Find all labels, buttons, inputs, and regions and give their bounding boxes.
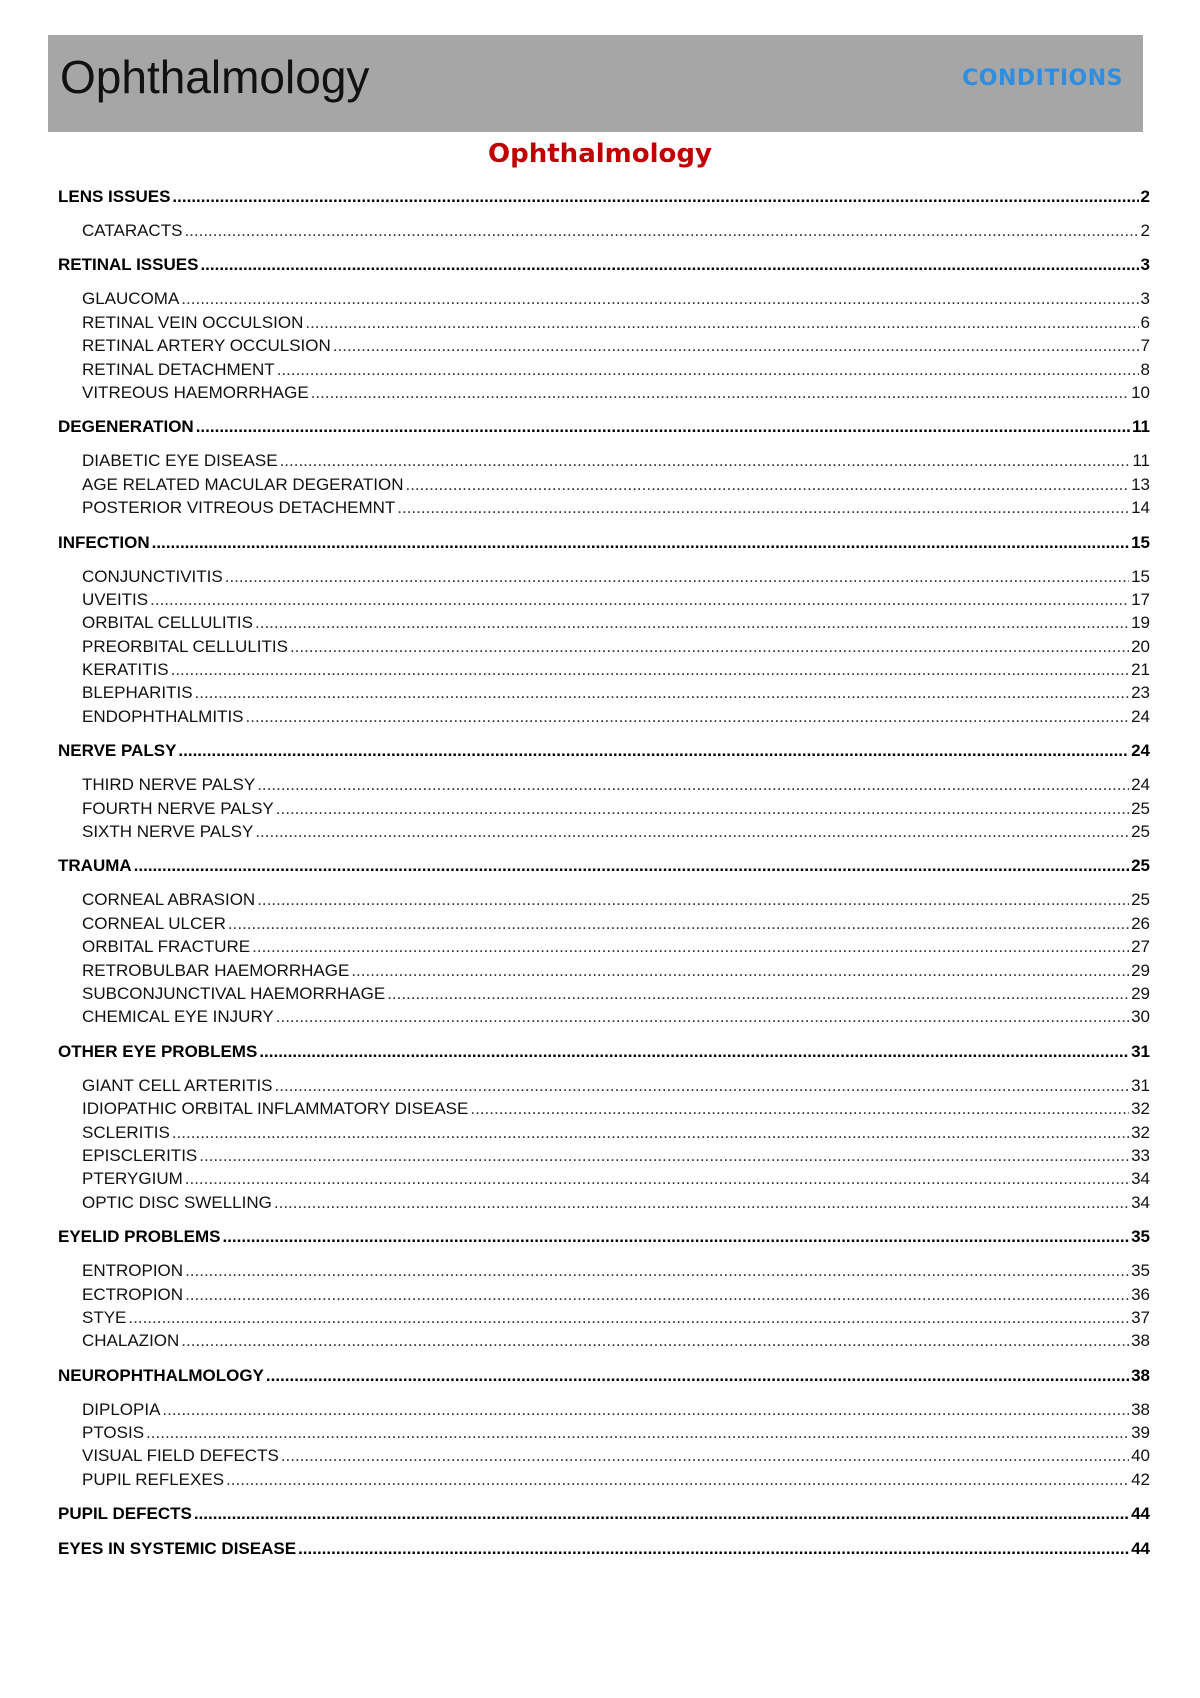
- toc-subsection-entry-title: BLEPHARITIS: [82, 683, 193, 703]
- toc-subsection-entry-page-number: 34: [1131, 1192, 1150, 1212]
- toc-subsection-entry-title: CONJUNCTIVITIS: [82, 566, 223, 586]
- toc-subsection-entry-title: CORNEAL ULCER: [82, 913, 226, 933]
- toc-subsection-entry-page-number: 37: [1131, 1307, 1150, 1327]
- toc-subsection-entry[interactable]: [58, 1468, 1150, 1491]
- toc-subsection-entry-title: PREORBITAL CELLULITIS: [82, 636, 288, 656]
- dot-leader: [225, 565, 1129, 588]
- toc-subsection-entry[interactable]: [58, 705, 1150, 728]
- toc-section-entry[interactable]: [58, 253, 1150, 277]
- toc-subsection-entry-page-number: 21: [1131, 660, 1150, 680]
- toc-subsection-entry-title: SIXTH NERVE PALSY: [82, 822, 254, 842]
- toc-subsection-entry-page-number: 30: [1131, 1007, 1150, 1027]
- toc-subsection-entry-title: PUPIL REFLEXES: [82, 1469, 225, 1489]
- toc-subsection-entry[interactable]: [58, 287, 1150, 310]
- toc-section-entry-page-number: 15: [1131, 532, 1150, 552]
- toc-subsection-list: [58, 1259, 1150, 1353]
- dot-leader: [194, 1502, 1129, 1526]
- toc-subsection-entry-page-number: 35: [1131, 1261, 1150, 1281]
- toc-section-entry[interactable]: [58, 415, 1150, 439]
- dot-leader: [134, 854, 1129, 878]
- toc-section-entry-page-number: 38: [1131, 1365, 1150, 1385]
- dot-leader: [387, 982, 1129, 1005]
- toc-subsection-entry-title: VISUAL FIELD DEFECTS: [82, 1446, 279, 1466]
- toc-section-entry-title: EYES IN SYSTEMIC DISEASE: [58, 1539, 297, 1559]
- table-of-contents: [58, 185, 1150, 1561]
- toc-section-entry-title: NEUROPHTHALMOLOGY: [58, 1365, 264, 1385]
- toc-subsection-entry[interactable]: [58, 658, 1150, 681]
- toc-subsection-entry[interactable]: [58, 565, 1150, 588]
- toc-subsection-entry-page-number: 2: [1140, 221, 1150, 240]
- toc-subsection-entry-title: ORBITAL CELLULITIS: [82, 613, 253, 633]
- toc-subsection-entry-title: CHEMICAL EYE INJURY: [82, 1007, 274, 1027]
- toc-subsection-entry-title: PTOSIS: [82, 1423, 145, 1443]
- dot-leader: [255, 820, 1129, 843]
- toc-subsection-entry[interactable]: [58, 449, 1150, 472]
- toc-subsection-entry-page-number: 25: [1131, 798, 1150, 818]
- dot-leader: [128, 1306, 1129, 1329]
- toc-subsection-entry-page-number: 33: [1131, 1145, 1150, 1165]
- toc-subsection-entry-page-number: 40: [1131, 1446, 1150, 1466]
- toc-subsection-entry-title: FOURTH NERVE PALSY: [82, 798, 274, 818]
- toc-subsection-entry-title: SCLERITIS: [82, 1122, 170, 1142]
- toc-section-entry-title: LENS ISSUES: [58, 187, 171, 206]
- toc-subsection-entry-title: THIRD NERVE PALSY: [82, 775, 256, 795]
- toc-subsection-list: [58, 287, 1150, 404]
- toc-section-entry[interactable]: [58, 739, 1150, 763]
- toc-subsection-entry[interactable]: [58, 635, 1150, 658]
- toc-subsection-entry-page-number: 7: [1140, 336, 1150, 356]
- toc-subsection-entry[interactable]: [58, 473, 1150, 496]
- toc-subsection-entry[interactable]: [58, 982, 1150, 1005]
- toc-subsection-list: [58, 1074, 1150, 1214]
- toc-subsection-entry[interactable]: [58, 773, 1150, 796]
- toc-subsection-entry-title: RETROBULBAR HAEMORRHAGE: [82, 960, 350, 980]
- toc-subsection-entry-page-number: 6: [1140, 312, 1150, 332]
- toc-subsection-entry[interactable]: [58, 935, 1150, 958]
- toc-subsection-entry[interactable]: [58, 1259, 1150, 1282]
- toc-subsection-entry-title: DIABETIC EYE DISEASE: [82, 451, 278, 471]
- toc-subsection-entry-title: STYE: [82, 1307, 127, 1327]
- dot-leader: [351, 959, 1129, 982]
- toc-section-entry-title: OTHER EYE PROBLEMS: [58, 1041, 258, 1061]
- toc-subsection-entry-title: EPISCLERITIS: [82, 1145, 198, 1165]
- toc-subsection-entry[interactable]: [58, 959, 1150, 982]
- toc-subsection-entry[interactable]: [58, 219, 1150, 242]
- toc-section-entry[interactable]: [58, 854, 1150, 878]
- toc-subsection-entry-title: GLAUCOMA: [82, 289, 180, 309]
- toc-section-entry-title: RETINAL ISSUES: [58, 255, 199, 275]
- toc-subsection-entry-title: SUBCONJUNCTIVAL HAEMORRHAGE: [82, 983, 386, 1003]
- dot-leader: [290, 635, 1129, 658]
- toc-subsection-list: [58, 565, 1150, 729]
- dot-leader: [150, 588, 1129, 611]
- toc-section-entry-page-number: 3: [1140, 255, 1150, 275]
- dot-leader: [226, 1468, 1129, 1491]
- category-label: CONDITIONS: [962, 66, 1123, 91]
- toc-subsection-entry-page-number: 25: [1131, 890, 1150, 910]
- toc-subsection-entry-page-number: 31: [1131, 1075, 1150, 1095]
- toc-subsection-entry-page-number: 32: [1131, 1099, 1150, 1119]
- toc-subsection-entry[interactable]: [58, 1005, 1150, 1028]
- toc-subsection-entry-page-number: 15: [1131, 566, 1150, 586]
- dot-leader: [252, 935, 1129, 958]
- dot-leader: [277, 358, 1139, 381]
- toc-subsection-entry-title: CATARACTS: [82, 221, 183, 240]
- toc-subsection-entry[interactable]: [58, 334, 1150, 357]
- toc-section-entry[interactable]: [58, 531, 1150, 555]
- dot-leader: [184, 219, 1138, 242]
- dot-leader: [257, 773, 1129, 796]
- toc-subsection-entry[interactable]: [58, 611, 1150, 634]
- dot-leader: [172, 1121, 1129, 1144]
- dot-leader: [172, 185, 1138, 209]
- toc-subsection-entry-title: ECTROPION: [82, 1284, 184, 1304]
- toc-subsection-entry[interactable]: [58, 681, 1150, 704]
- dot-leader: [276, 797, 1129, 820]
- toc-subsection-entry-page-number: 29: [1131, 960, 1150, 980]
- toc-subsection-entry[interactable]: [58, 1144, 1150, 1167]
- toc-subsection-entry-title: PTERYGIUM: [82, 1169, 183, 1189]
- dot-leader: [195, 681, 1130, 704]
- toc-subsection-entry-page-number: 32: [1131, 1122, 1150, 1142]
- dot-leader: [185, 1283, 1129, 1306]
- toc-section-entry-page-number: 2: [1140, 187, 1150, 206]
- toc-subsection-entry-title: RETINAL DETACHMENT: [82, 359, 275, 379]
- toc-section-entry[interactable]: [58, 1225, 1150, 1249]
- toc-subsection-entry[interactable]: [58, 912, 1150, 935]
- toc-section-entry[interactable]: [58, 1502, 1150, 1526]
- dot-leader: [257, 888, 1129, 911]
- toc-subsection-entry-page-number: 24: [1131, 775, 1150, 795]
- toc-subsection-entry-title: KERATITIS: [82, 660, 169, 680]
- toc-subsection-list: [58, 773, 1150, 843]
- toc-subsection-entry-title: UVEITIS: [82, 589, 149, 609]
- dot-leader: [311, 381, 1129, 404]
- toc-subsection-entry-title: OPTIC DISC SWELLING: [82, 1192, 272, 1212]
- dot-leader: [228, 912, 1129, 935]
- toc-subsection-entry[interactable]: [58, 1283, 1150, 1306]
- toc-section-entry-page-number: 11: [1132, 417, 1150, 437]
- toc-subsection-entry-title: RETINAL VEIN OCCULSION: [82, 312, 304, 332]
- dot-leader: [162, 1398, 1129, 1421]
- toc-subsection-entry-title: RETINAL ARTERY OCCULSION: [82, 336, 331, 356]
- toc-subsection-entry[interactable]: [58, 888, 1150, 911]
- dot-leader: [305, 311, 1138, 334]
- toc-subsection-entry[interactable]: [58, 496, 1150, 519]
- toc-subsection-list: [58, 1398, 1150, 1492]
- toc-subsection-entry[interactable]: [58, 1121, 1150, 1144]
- toc-subsection-entry-title: DIPLOPIA: [82, 1399, 161, 1419]
- toc-section-entry[interactable]: [58, 1537, 1150, 1561]
- toc-subsection-entry-page-number: 38: [1131, 1399, 1150, 1419]
- toc-section-entry-page-number: 44: [1131, 1539, 1150, 1559]
- toc-subsection-entry[interactable]: [58, 1191, 1150, 1214]
- toc-subsection-entry-page-number: 8: [1140, 359, 1150, 379]
- toc-subsection-entry-title: VITREOUS HAEMORRHAGE: [82, 382, 309, 402]
- toc-subsection-entry-page-number: 25: [1131, 822, 1150, 842]
- dot-leader: [405, 473, 1129, 496]
- toc-subsection-entry-title: POSTERIOR VITREOUS DETACHEMNT: [82, 498, 396, 518]
- toc-subsection-entry-title: GIANT CELL ARTERITIS: [82, 1075, 273, 1095]
- toc-subsection-entry-page-number: 38: [1131, 1331, 1150, 1351]
- dot-leader: [196, 415, 1130, 439]
- toc-subsection-entry-page-number: 23: [1131, 683, 1150, 703]
- dot-leader: [281, 1444, 1129, 1467]
- toc-subsection-entry-title: AGE RELATED MACULAR DEGERATION: [82, 474, 404, 494]
- toc-subsection-entry-page-number: 26: [1131, 913, 1150, 933]
- toc-subsection-entry-page-number: 42: [1131, 1469, 1150, 1489]
- toc-section-entry-title: INFECTION: [58, 532, 150, 552]
- toc-subsection-list: [58, 888, 1150, 1028]
- toc-subsection-entry[interactable]: [58, 1074, 1150, 1097]
- toc-subsection-entry-page-number: 10: [1131, 382, 1150, 402]
- dot-leader: [276, 1005, 1129, 1028]
- dot-leader: [280, 449, 1131, 472]
- toc-subsection-entry[interactable]: [58, 1398, 1150, 1421]
- dot-leader: [275, 1074, 1130, 1097]
- toc-subsection-entry[interactable]: [58, 381, 1150, 404]
- dot-leader: [178, 739, 1129, 763]
- toc-subsection-entry[interactable]: [58, 588, 1150, 611]
- toc-subsection-entry-title: ENDOPHTHALMITIS: [82, 706, 244, 726]
- dot-leader: [200, 253, 1138, 277]
- toc-subsection-list: [58, 219, 1150, 242]
- toc-subsection-entry-page-number: 3: [1140, 289, 1150, 309]
- dot-leader: [152, 531, 1129, 555]
- toc-subsection-entry-page-number: 27: [1131, 937, 1150, 957]
- toc-subsection-entry[interactable]: [58, 358, 1150, 381]
- toc-section-entry-page-number: 31: [1131, 1041, 1150, 1061]
- dot-leader: [255, 611, 1129, 634]
- document-title: Ophthalmology: [60, 51, 370, 103]
- dot-leader: [470, 1097, 1129, 1120]
- toc-section-entry-title: DEGENERATION: [58, 417, 194, 437]
- dot-leader: [397, 496, 1129, 519]
- dot-leader: [259, 1040, 1129, 1064]
- toc-subsection-entry-page-number: 20: [1131, 636, 1150, 656]
- toc-section-entry-title: EYELID PROBLEMS: [58, 1227, 221, 1247]
- dot-leader: [181, 1329, 1129, 1352]
- toc-subsection-entry[interactable]: [58, 1329, 1150, 1352]
- dot-leader: [146, 1421, 1129, 1444]
- toc-section-entry-page-number: 35: [1131, 1227, 1150, 1247]
- toc-subsection-entry-title: ENTROPION: [82, 1261, 184, 1281]
- toc-subsection-entry-page-number: 14: [1131, 498, 1150, 518]
- dot-leader: [181, 287, 1138, 310]
- toc-subsection-entry-title: CORNEAL ABRASION: [82, 890, 256, 910]
- toc-section-entry[interactable]: [58, 185, 1150, 209]
- toc-section-entry-page-number: 24: [1131, 741, 1150, 761]
- dot-leader: [298, 1537, 1129, 1561]
- toc-section-entry-title: PUPIL DEFECTS: [58, 1504, 192, 1524]
- toc-subsection-entry-page-number: 19: [1131, 613, 1150, 633]
- toc-subsection-entry-title: ORBITAL FRACTURE: [82, 937, 251, 957]
- toc-subsection-entry[interactable]: [58, 1444, 1150, 1467]
- toc-subsection-entry-page-number: 24: [1131, 706, 1150, 726]
- dot-leader: [171, 658, 1129, 681]
- dot-leader: [333, 334, 1139, 357]
- toc-subsection-entry[interactable]: [58, 797, 1150, 820]
- toc-subsection-entry-title: IDIOPATHIC ORBITAL INFLAMMATORY DISEASE: [82, 1099, 469, 1119]
- toc-subsection-entry-page-number: 29: [1131, 983, 1150, 1003]
- dot-leader: [199, 1144, 1129, 1167]
- toc-section-entry-page-number: 25: [1131, 856, 1150, 876]
- dot-leader: [266, 1364, 1129, 1388]
- dot-leader: [185, 1259, 1129, 1282]
- dot-leader: [185, 1167, 1129, 1190]
- toc-subsection-entry-page-number: 17: [1131, 589, 1150, 609]
- toc-subsection-entry[interactable]: [58, 820, 1150, 843]
- toc-subsection-entry[interactable]: [58, 311, 1150, 334]
- toc-subsection-entry-page-number: 39: [1131, 1423, 1150, 1443]
- toc-subsection-entry[interactable]: [58, 1306, 1150, 1329]
- toc-subsection-entry[interactable]: [58, 1097, 1150, 1120]
- toc-section-entry-title: TRAUMA: [58, 856, 132, 876]
- toc-subsection-entry-page-number: 11: [1132, 451, 1150, 471]
- toc-section-entry-page-number: 44: [1131, 1504, 1150, 1524]
- toc-subsection-entry[interactable]: [58, 1421, 1150, 1444]
- dot-leader: [222, 1225, 1129, 1249]
- toc-subsection-entry-page-number: 34: [1131, 1169, 1150, 1189]
- dot-leader: [246, 705, 1130, 728]
- toc-subsection-entry[interactable]: [58, 1167, 1150, 1190]
- toc-subsection-entry-page-number: 13: [1131, 474, 1150, 494]
- toc-subsection-entry-title: CHALAZION: [82, 1331, 180, 1351]
- toc-heading: Ophthalmology: [488, 139, 712, 169]
- toc-subsection-entry-page-number: 36: [1131, 1284, 1150, 1304]
- header-band: [48, 35, 1143, 132]
- toc-section-entry-title: NERVE PALSY: [58, 741, 177, 761]
- toc-subsection-list: [58, 449, 1150, 519]
- dot-leader: [274, 1191, 1129, 1214]
- toc-section-entry[interactable]: [58, 1364, 1150, 1388]
- toc-section-entry[interactable]: [58, 1040, 1150, 1064]
